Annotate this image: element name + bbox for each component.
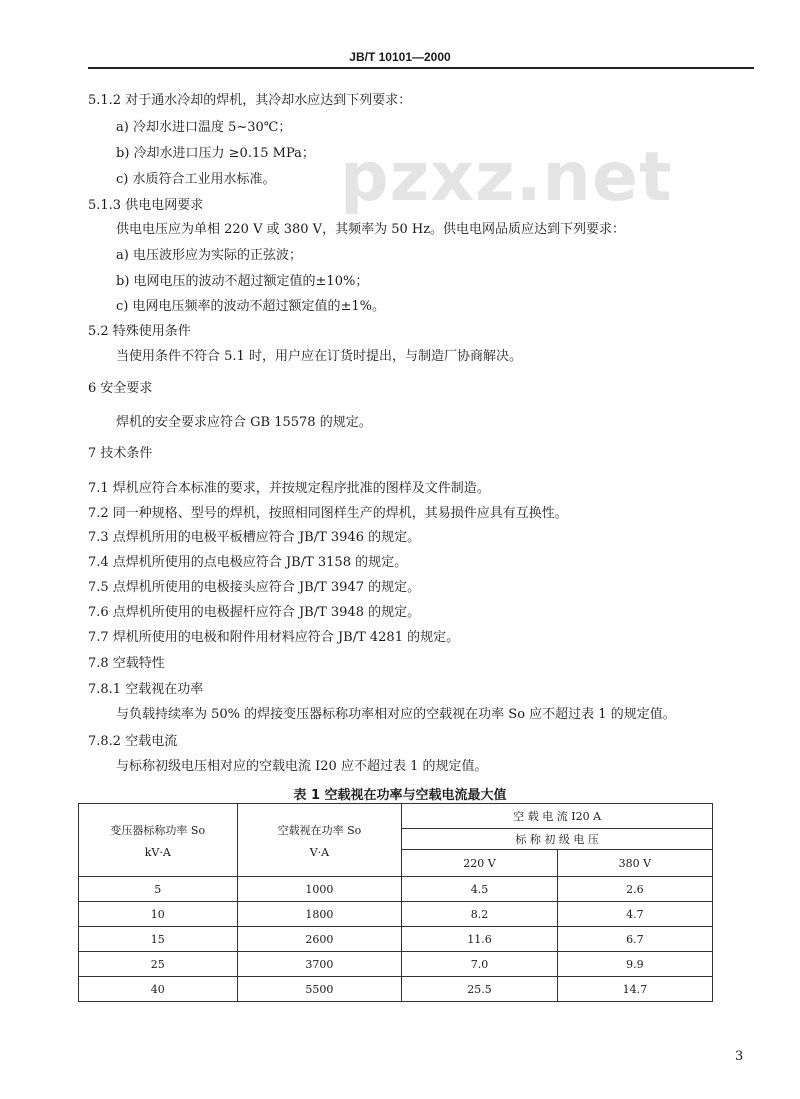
list-item: a) 冷却水进口温度 5~30℃；	[116, 120, 292, 135]
table-cell: 11.6	[402, 927, 557, 952]
list-item: b) 电网电压的波动不超过额定值的±10%；	[116, 274, 369, 289]
clause-7-6: 7.6 点焊机所使用的电极握杆应符合 JB/T 3948 的规定。	[88, 605, 421, 620]
table-cell: 5500	[237, 977, 402, 1002]
page-number: 3	[735, 1049, 744, 1064]
table-cell: 7.0	[402, 952, 557, 977]
clause-5-1-3: 5.1.3 供电电网要求	[88, 198, 204, 213]
paragraph: 焊机的安全要求应符合 GB 15578 的规定。	[116, 415, 372, 430]
table-cell: 1800	[237, 902, 402, 927]
table-row	[79, 927, 713, 952]
clause-7-8-1: 7.8.1 空载视在功率	[88, 682, 204, 697]
spec-table	[78, 803, 713, 1002]
col-header-380v: 380 V	[557, 850, 712, 877]
noload-power-unit: V·A	[309, 845, 330, 859]
noload-power-label: 空载视在功率 So	[277, 823, 362, 837]
clause-7-7: 7.7 焊机所使用的电极和附件用材料应符合 JB/T 4281 的规定。	[88, 630, 460, 645]
table-cell: 25.5	[402, 977, 557, 1002]
list-item: b) 冷却水进口压力 ≥0.15 MPa；	[116, 146, 315, 161]
rated-power-label: 变压器标称功率 So	[110, 823, 206, 837]
table-cell: 40	[79, 977, 238, 1002]
table-cell: 1000	[237, 877, 402, 902]
table-cell: 6.7	[557, 927, 712, 952]
table-row	[79, 902, 713, 927]
table-header-row	[79, 804, 713, 829]
table-cell: 4.7	[557, 902, 712, 927]
clause-7-4: 7.4 点焊机所使用的点电极应符合 JB/T 3158 的规定。	[88, 555, 408, 570]
col-header-primary-voltage: 标 称 初 级 电 压	[402, 829, 713, 850]
col-header-current: 空 载 电 流 I20 A	[402, 804, 713, 829]
section-6-heading: 6 安全要求	[88, 381, 153, 396]
clause-5-1-2: 5.1.2 对于通水冷却的焊机，其冷却水应达到下列要求：	[88, 93, 412, 108]
col-header-noload-power	[237, 804, 402, 877]
table-cell: 4.5	[402, 877, 557, 902]
table-cell: 3700	[237, 952, 402, 977]
list-item: a) 电压波形应为实际的正弦波；	[116, 248, 302, 263]
table-cell: 14.7	[557, 977, 712, 1002]
table-cell: 5	[79, 877, 238, 902]
table-cell: 2.6	[557, 877, 712, 902]
table-cell: 15	[79, 927, 238, 952]
table-row	[79, 977, 713, 1002]
clause-7-3: 7.3 点焊机所用的电极平板槽应符合 JB/T 3946 的规定。	[88, 530, 421, 545]
table-row	[79, 877, 713, 902]
table-cell: 9.9	[557, 952, 712, 977]
clause-7-5: 7.5 点焊机所使用的电极接头应符合 JB/T 3947 的规定。	[88, 580, 421, 595]
paragraph: 与负载持续率为 50% 的焊接变压器标称功率相对应的空载视在功率 So 应不超过表 1 的规定值。	[116, 707, 676, 722]
clause-7-8-2: 7.8.2 空载电流	[88, 734, 178, 749]
col-header-220v: 220 V	[402, 850, 557, 877]
paragraph: 与标称初级电压相对应的空载电流 I20 应不超过表 1 的规定值。	[116, 759, 488, 774]
paragraph: 当使用条件不符合 5.1 时，用户应在订货时提出，与制造厂协商解决。	[116, 349, 522, 364]
list-item: c) 电网电压频率的波动不超过额定值的±1%。	[116, 299, 386, 314]
table-row	[79, 952, 713, 977]
table-cell: 8.2	[402, 902, 557, 927]
table-caption: 表 1 空载视在功率与空载电流最大值	[293, 788, 507, 803]
clause-5-2: 5.2 特殊使用条件	[88, 324, 191, 339]
table-cell: 25	[79, 952, 238, 977]
table-cell: 10	[79, 902, 238, 927]
watermark: pzxz.net	[340, 138, 673, 217]
section-7-heading: 7 技术条件	[88, 446, 153, 461]
rated-power-unit: kV·A	[144, 845, 171, 859]
col-header-rated-power	[79, 804, 238, 877]
table-cell: 2600	[237, 927, 402, 952]
header-rule	[88, 67, 754, 69]
list-item: c) 水质符合工业用水标准。	[116, 172, 276, 187]
clause-7-8: 7.8 空载特性	[88, 656, 165, 671]
clause-7-2: 7.2 同一种规格、型号的焊机，按照相同图样生产的焊机，其易损件应具有互换性。	[88, 506, 568, 521]
standard-code: JB/T 10101—2000	[349, 50, 451, 64]
paragraph: 供电电压应为单相 220 V 或 380 V，其频率为 50 Hz。供电电网品质应达到下列要求：	[116, 222, 626, 237]
clause-7-1: 7.1 焊机应符合本标准的要求，并按规定程序批准的图样及文件制造。	[88, 481, 490, 496]
